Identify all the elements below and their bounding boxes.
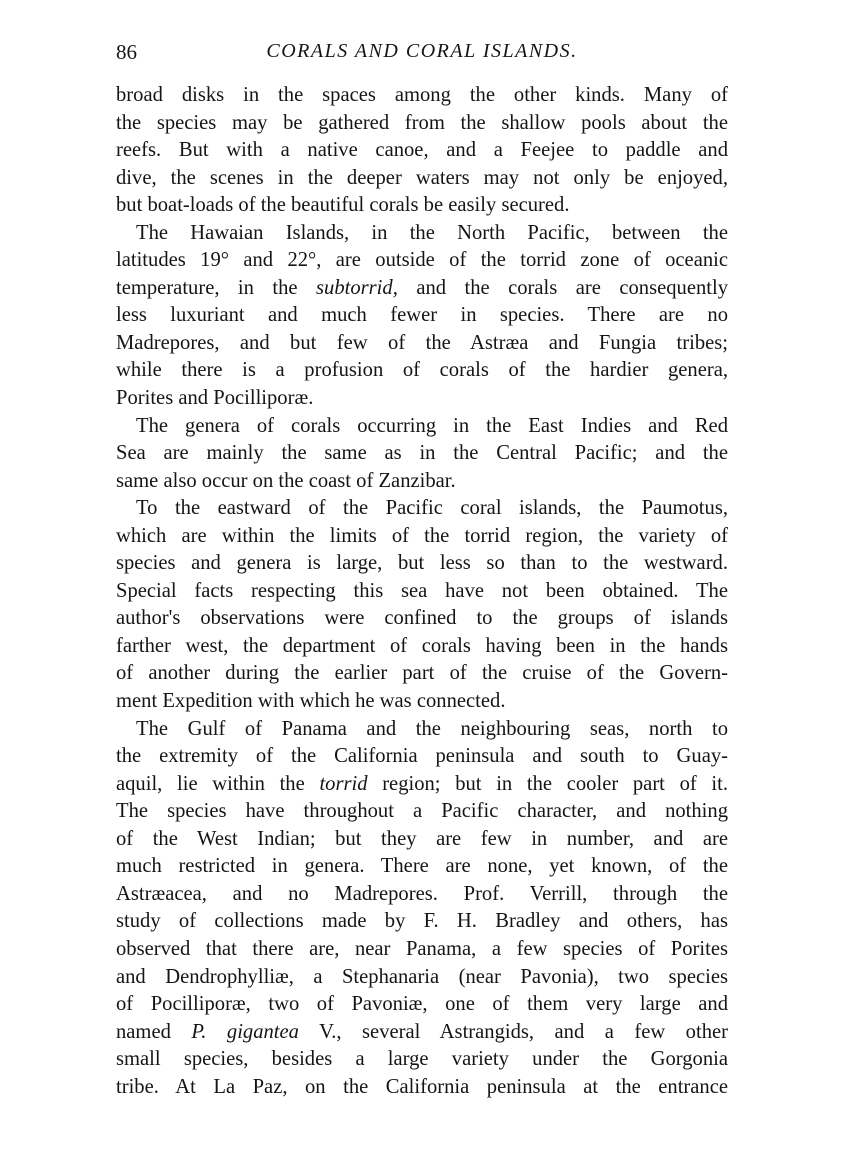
text-line: tribe. At La Paz, on the California peninsula at the entrance xyxy=(116,1075,728,1098)
text-line: To the eastward of the Pacific coral islands, the Paumotus, xyxy=(136,497,728,520)
text-run: aquil, lie within the xyxy=(116,772,320,795)
text-line: species and genera is large, but less so than to the westward. xyxy=(116,552,728,575)
text-line: farther west, the department of corals having been in the hands xyxy=(116,634,728,657)
page-number: 86 xyxy=(116,40,137,64)
text-line: of another during the earlier part of the cruise of the Govern- xyxy=(116,662,728,685)
text-line: The Gulf of Panama and the neighbouring seas, north to xyxy=(136,717,728,740)
text-line: of the West Indian; but they are few in number, and are xyxy=(116,827,728,850)
text-line: the species may be gathered from the shallow pools about the xyxy=(116,111,728,134)
text-line: The Hawaian Islands, in the North Pacific, between the xyxy=(136,221,728,244)
paragraph xyxy=(116,413,728,496)
text-line: but boat-loads of the beautiful corals be easily secured. xyxy=(116,194,570,217)
text-line xyxy=(116,275,728,303)
text-line: which are within the limits of the torrid region, the variety of xyxy=(116,524,728,547)
text-line: reefs. But with a native canoe, and a Feejee to paddle and xyxy=(116,139,728,162)
text-line: Sea are mainly the same as in the Central Pacific; and the xyxy=(116,442,728,465)
italic-term: torrid xyxy=(319,772,368,795)
paragraph xyxy=(116,220,728,413)
text-run: named xyxy=(116,1020,192,1043)
text-line: Porites and Pocilliporæ. xyxy=(116,387,314,410)
text-line: small species, besides a large variety under the Gorgonia xyxy=(116,1048,728,1071)
text-line: author's observations were confined to the groups of islands xyxy=(116,607,728,630)
text-line xyxy=(116,771,728,799)
running-title: CORALS AND CORAL ISLANDS. xyxy=(266,40,578,62)
text-line: of Pocilliporæ, two of Pavoniæ, one of them very large and xyxy=(116,993,728,1016)
text-line: less luxuriant and much fewer in species. There are no xyxy=(116,304,728,327)
text-line: the extremity of the California peninsula and south to Guay- xyxy=(116,745,728,768)
text-line: Madrepores, and but few of the Astræa and Fungia tribes; xyxy=(116,331,728,354)
text-line: ment Expedition with which he was connected. xyxy=(116,690,506,713)
text-line: The species have throughout a Pacific character, and nothing xyxy=(116,800,728,823)
running-head xyxy=(116,40,728,68)
paragraph xyxy=(116,82,728,220)
text-run: and the corals are consequently xyxy=(397,276,728,299)
text-line xyxy=(116,1019,728,1047)
text-line: same also occur on the coast of Zanzibar. xyxy=(116,469,456,492)
paragraph xyxy=(116,716,728,1102)
text-line: Special facts respecting this sea have not been obtained. The xyxy=(116,579,728,602)
text-line: broad disks in the spaces among the other kinds. Many of xyxy=(116,84,728,106)
text-run: temperature, in the xyxy=(116,276,317,299)
paragraph xyxy=(116,495,728,715)
text-line: latitudes 19° and 22°, are outside of the torrid zone of oceanic xyxy=(116,249,728,272)
text-run: region; but in the cooler part of it. xyxy=(367,772,729,795)
text-line: observed that there are, near Panama, a few species of Porites xyxy=(116,937,728,960)
text-line: dive, the scenes in the deeper waters may not only be enjoyed, xyxy=(116,166,728,189)
body-text xyxy=(116,82,728,1101)
text-line: while there is a profusion of corals of the hardier genera, xyxy=(116,359,728,382)
text-line: The genera of corals occurring in the East Indies and Red xyxy=(136,414,728,437)
text-line: and Dendrophylliæ, a Stephanaria (near Pavonia), two species xyxy=(116,965,728,988)
text-line: much restricted in genera. There are none, yet known, of the xyxy=(116,855,728,878)
text-line: study of collections made by F. H. Bradley and others, has xyxy=(116,910,728,933)
italic-term: P. gigantea xyxy=(191,1020,299,1043)
text-run: V., several Astrangids, and a few other xyxy=(298,1020,728,1043)
italic-term: subtorrid, xyxy=(316,276,398,299)
text-line: Astræacea, and no Madrepores. Prof. Verrill, through the xyxy=(116,882,728,905)
